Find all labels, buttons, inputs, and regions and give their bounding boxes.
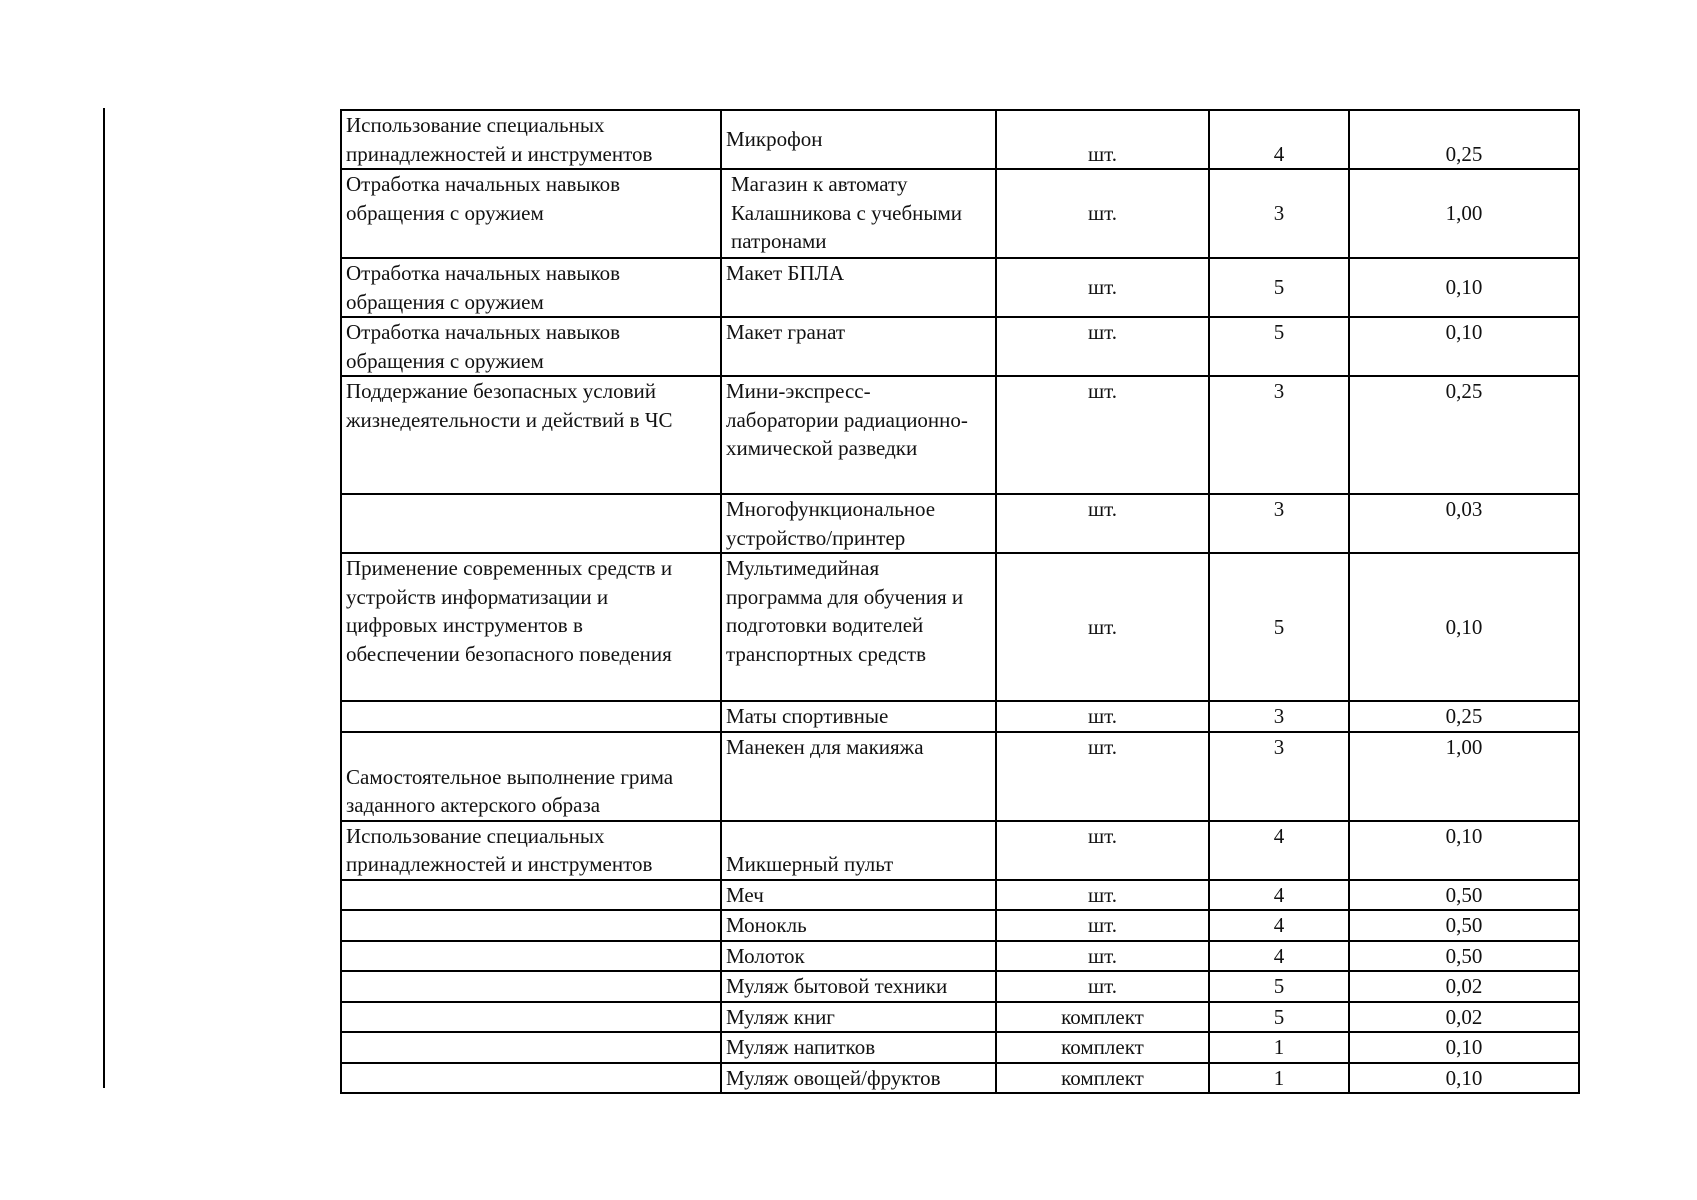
unit-cell: шт. xyxy=(996,317,1209,376)
item-cell: Микрофон xyxy=(721,110,996,169)
item-cell: Меч xyxy=(721,880,996,911)
item-cell: Муляж напитков xyxy=(721,1032,996,1063)
qty-cell: 3 xyxy=(1209,494,1349,553)
table-row xyxy=(341,553,1579,701)
activity-cell xyxy=(341,941,721,972)
norm-cell: 0,10 xyxy=(1349,317,1579,376)
activity-cell xyxy=(341,971,721,1002)
norm-cell: 0,25 xyxy=(1349,110,1579,169)
unit-cell: шт. xyxy=(996,821,1209,880)
unit-cell: шт. xyxy=(996,971,1209,1002)
item-cell: Муляж овощей/фруктов xyxy=(721,1063,996,1094)
item-cell: Многофункциональное устройство/принтер xyxy=(721,494,996,553)
activity-cell xyxy=(341,494,721,553)
table-row xyxy=(341,258,1579,317)
activity-cell: Использование специальных принадлежностей и инструментов xyxy=(341,110,721,169)
equipment-table xyxy=(340,109,1580,1094)
table-row xyxy=(341,701,1579,732)
activity-cell: Поддержание безопасных условий жизнедеятельности и действий в ЧС xyxy=(341,376,721,494)
norm-cell: 0,50 xyxy=(1349,880,1579,911)
norm-cell: 0,10 xyxy=(1349,1032,1579,1063)
norm-cell: 0,02 xyxy=(1349,971,1579,1002)
page-margin-rule xyxy=(103,108,105,1088)
item-cell: Магазин к автомату Калашникова с учебными патронами xyxy=(721,169,996,258)
qty-cell: 1 xyxy=(1209,1063,1349,1094)
unit-cell: шт. xyxy=(996,910,1209,941)
qty-cell: 1 xyxy=(1209,1032,1349,1063)
item-cell: Макет БПЛА xyxy=(721,258,996,317)
table-row xyxy=(341,1032,1579,1063)
unit-cell: шт. xyxy=(996,732,1209,821)
item-cell: Молоток xyxy=(721,941,996,972)
item-cell: Мультимедийная программа для обучения и подготовки водителей транспортных средств xyxy=(721,553,996,701)
table-row xyxy=(341,317,1579,376)
norm-cell: 0,10 xyxy=(1349,1063,1579,1094)
norm-cell: 1,00 xyxy=(1349,732,1579,821)
item-cell: Монокль xyxy=(721,910,996,941)
table-row xyxy=(341,376,1579,494)
item-cell: Муляж бытовой техники xyxy=(721,971,996,1002)
qty-cell: 5 xyxy=(1209,553,1349,701)
unit-cell: шт. xyxy=(996,701,1209,732)
qty-cell: 5 xyxy=(1209,258,1349,317)
qty-cell: 5 xyxy=(1209,1002,1349,1033)
qty-cell: 4 xyxy=(1209,941,1349,972)
norm-cell: 0,25 xyxy=(1349,701,1579,732)
qty-cell: 3 xyxy=(1209,376,1349,494)
norm-cell: 0,02 xyxy=(1349,1002,1579,1033)
table-row xyxy=(341,971,1579,1002)
item-cell: Муляж книг xyxy=(721,1002,996,1033)
item-cell: Микшерный пульт xyxy=(721,821,996,880)
unit-cell: шт. xyxy=(996,169,1209,258)
norm-cell: 0,10 xyxy=(1349,553,1579,701)
unit-cell: комплект xyxy=(996,1063,1209,1094)
qty-cell: 3 xyxy=(1209,169,1349,258)
activity-cell: Отработка начальных навыков обращения с оружием xyxy=(341,317,721,376)
unit-cell: шт. xyxy=(996,376,1209,494)
activity-cell: Отработка начальных навыков обращения с оружием xyxy=(341,258,721,317)
activity-cell xyxy=(341,1032,721,1063)
activity-cell: Использование специальных принадлежностей и инструментов xyxy=(341,821,721,880)
table-row xyxy=(341,1063,1579,1094)
activity-cell xyxy=(341,910,721,941)
qty-cell: 4 xyxy=(1209,110,1349,169)
item-cell: Макет гранат xyxy=(721,317,996,376)
table-row xyxy=(341,169,1579,258)
qty-cell: 4 xyxy=(1209,910,1349,941)
item-cell: Маты спортивные xyxy=(721,701,996,732)
activity-cell xyxy=(341,701,721,732)
unit-cell: шт. xyxy=(996,258,1209,317)
activity-cell: Отработка начальных навыков обращения с оружием xyxy=(341,169,721,258)
table-row xyxy=(341,821,1579,880)
unit-cell: шт. xyxy=(996,880,1209,911)
table-row xyxy=(341,1002,1579,1033)
qty-cell: 3 xyxy=(1209,732,1349,821)
activity-cell: Применение современных средств и устройств информатизации и цифровых инструментов в обеспечении безопасного поведения xyxy=(341,553,721,701)
activity-cell xyxy=(341,1002,721,1033)
table-row xyxy=(341,732,1579,821)
table-row xyxy=(341,110,1579,169)
norm-cell: 0,50 xyxy=(1349,941,1579,972)
activity-cell: Самостоятельное выполнение грима заданного актерского образа xyxy=(341,732,721,821)
table-row xyxy=(341,910,1579,941)
activity-cell xyxy=(341,880,721,911)
qty-cell: 4 xyxy=(1209,821,1349,880)
table-row xyxy=(341,941,1579,972)
unit-cell: шт. xyxy=(996,110,1209,169)
unit-cell: шт. xyxy=(996,553,1209,701)
activity-cell xyxy=(341,1063,721,1094)
norm-cell: 0,25 xyxy=(1349,376,1579,494)
unit-cell: шт. xyxy=(996,494,1209,553)
item-cell: Манекен для макияжа xyxy=(721,732,996,821)
unit-cell: комплект xyxy=(996,1002,1209,1033)
item-cell: Мини-экспресс- лаборатории радиационно- химической разведки xyxy=(721,376,996,494)
table-row xyxy=(341,880,1579,911)
unit-cell: шт. xyxy=(996,941,1209,972)
norm-cell: 0,03 xyxy=(1349,494,1579,553)
qty-cell: 3 xyxy=(1209,701,1349,732)
qty-cell: 5 xyxy=(1209,971,1349,1002)
norm-cell: 0,10 xyxy=(1349,821,1579,880)
table-row xyxy=(341,494,1579,553)
norm-cell: 0,50 xyxy=(1349,910,1579,941)
qty-cell: 4 xyxy=(1209,880,1349,911)
unit-cell: комплект xyxy=(996,1032,1209,1063)
qty-cell: 5 xyxy=(1209,317,1349,376)
norm-cell: 0,10 xyxy=(1349,258,1579,317)
norm-cell: 1,00 xyxy=(1349,169,1579,258)
